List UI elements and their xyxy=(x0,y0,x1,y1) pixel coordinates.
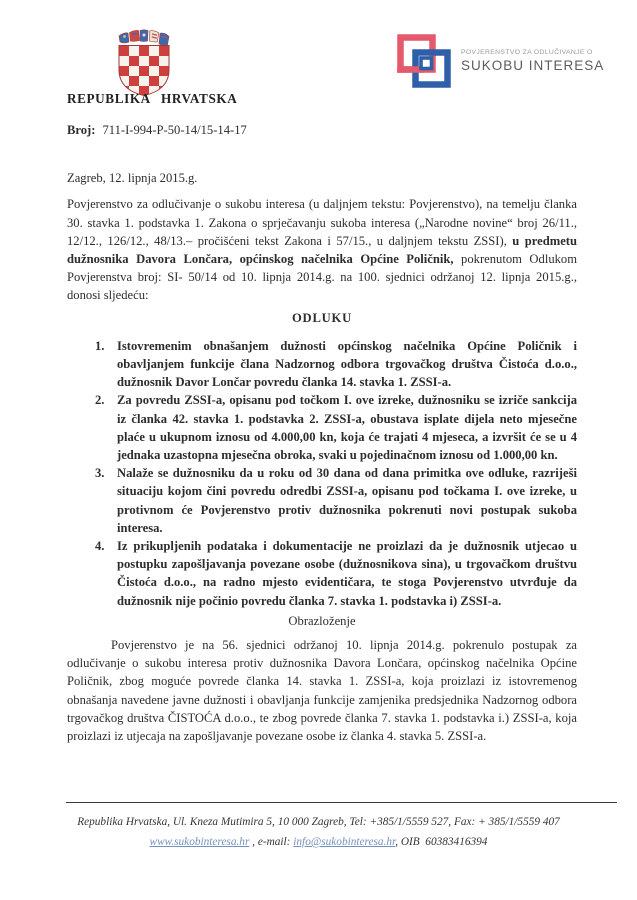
footer-contact-line xyxy=(30,832,607,852)
decision-item xyxy=(67,337,577,392)
intro-paragraph xyxy=(67,195,577,304)
email-link[interactable]: info@sukobinteresa.hr xyxy=(293,836,396,848)
decision-item xyxy=(67,391,577,464)
document-body xyxy=(67,121,577,745)
case-number-value: 711-I-994-P-50-14/15-14-17 xyxy=(102,123,247,137)
decision-item-text: Istovremenim obnašanjem dužnosti općinskog načelnika Općine Poličnik i obavljanjem funkcije člana Nadzornog odbora trgovačkog društva Čistoća d.o.o., dužnosnik Davor Lončar povredu članka 14. stavka 1. ZSSI-a. xyxy=(117,338,577,390)
explanation-paragraph: Povjerenstvo je na 56. sjednici održanoj 10. lipnja 2014.g. pokrenulo postupak za odlučivanje o sukobu interesa protiv dužnosnika Davora Lončara, općinskog načelnika Općine Poličnik, zbog moguće povrede članka 14. stavka 1. ZSSI-a, koja proizlazi iz istovremenog obnašanja navedene javne dužnosti i obavljanja funkcije zamjenika predsjednika Nadzornog odbora trgovačkog društva ČISTOĆA d.o.o., te zbog povrede članka 7. stavka 1. podstavka i.) ZSSI-a, koja proizlazi iz utjecaja na zapošljavanje povezane osobe iz članka 4. stavka 5. ZSSI-a. xyxy=(67,638,577,744)
country-title: REPUBLIKA HRVATSKA xyxy=(67,91,238,106)
commission-logo-text xyxy=(461,49,604,73)
footer xyxy=(30,812,607,852)
decision-item-number: 1. xyxy=(95,338,105,353)
interlocked-squares-icon xyxy=(396,33,452,89)
explanation-title: Obrazloženje xyxy=(288,613,356,628)
croatian-coat-of-arms-icon xyxy=(115,28,173,96)
decision-item-number: 3. xyxy=(95,466,105,481)
decision-item-number: 4. xyxy=(95,539,105,554)
case-number-label: Broj: xyxy=(67,123,96,137)
footer-email-label: , e-mail: xyxy=(249,836,294,848)
decision-item-text: Za povredu ZSSI-a, opisanu pod točkom I. ove izreke, dužnosniku se izriče sankcija iz članka 42. stavka 1. podstavka 2. ZSSI-a, obustava isplate dijela neto mjesečne plaće u ukupnom iznosu od 4.000,00 kn, koja će trajati 4 mjeseca, a izvršit će se u 4 jednaka uzastopna mjesečna obroka, svaki u pojedinačnom iznosu od 1.000,00 kn. xyxy=(117,393,577,463)
intro-text-1: Povjerenstvo za odlučivanje o sukobu interesa (u daljnjem tekstu: Povjerenstvo), na temelju članka 30. stavka 1. podstavka 1. Zakona o sprječavanju sukoba interesa („Narodne novine“ broj 26/11., 12/12., 126/12., 48/13.– pročišćeni tekst Zakona i 57/15., u daljnjem tekstu ZSSI), xyxy=(67,197,577,248)
decision-item-number: 2. xyxy=(95,393,105,408)
commission-name-large: SUKOBU INTERESA xyxy=(461,58,605,73)
intro-text-2: pokrenutom Odlukom Povjerenstva broj: SI- 50/14 od 10. lipnja 2014.g. na 100. sjednici održanoj 12. lipnja 2015.g., donosi sljedeću: xyxy=(67,252,577,303)
decision-item xyxy=(67,464,577,537)
decision-list xyxy=(67,337,577,610)
decision-item xyxy=(67,537,577,610)
website-link[interactable]: www.sukobinteresa.hr xyxy=(149,836,250,848)
dateline: Zagreb, 12. lipnja 2015.g. xyxy=(67,171,198,186)
commission-name-small: POVJERENSTVO ZA ODLUČIVANJE O xyxy=(461,49,593,56)
decision-title: ODLUKU xyxy=(291,310,353,325)
commission-logo xyxy=(396,33,604,89)
decision-item-text: Nalaže se dužnosniku da u roku od 30 dana od dana primitka ove odluke, razriješi situaciju kojom čini povredu odredbi ZSSI-a, opisanu pod točkama I. ove izreke, u protivnom će Povjerenstvo protiv dužnosnika pokrenuti novi postupak sukoba interesa. xyxy=(117,466,577,535)
decision-item-text: Iz prikupljenih podataka i dokumentacije ne proizlazi da je dužnosnik utjecao u postupku zapošljavanja povezane osobe (dužnosnikova sina), u trgovačkom društvu Čistoća d.o.o., na radno mjesto evidentičara, te stoga Povjerenstvo utvrđuje da dužnosnik nije počinio povredu članka 7. stavka 1. podstavka i) ZSSI-a. xyxy=(117,539,577,608)
footer-oib: , OIB 60383416394 xyxy=(395,836,488,848)
footer-address-text: Republika Hrvatska, Ul. Kneza Mutimira 5, 10 000 Zagreb, Tel: +385/1/5559 527, Fax: + 385/1/5559 407 xyxy=(77,816,560,828)
intro-text-bold: u predmetu dužnosnika Davora Lončara, općinskog načelnika Općine Poličnik, xyxy=(67,233,577,267)
footer-separator xyxy=(66,802,617,803)
footer-address-line xyxy=(30,812,607,832)
case-number-line xyxy=(67,121,577,139)
